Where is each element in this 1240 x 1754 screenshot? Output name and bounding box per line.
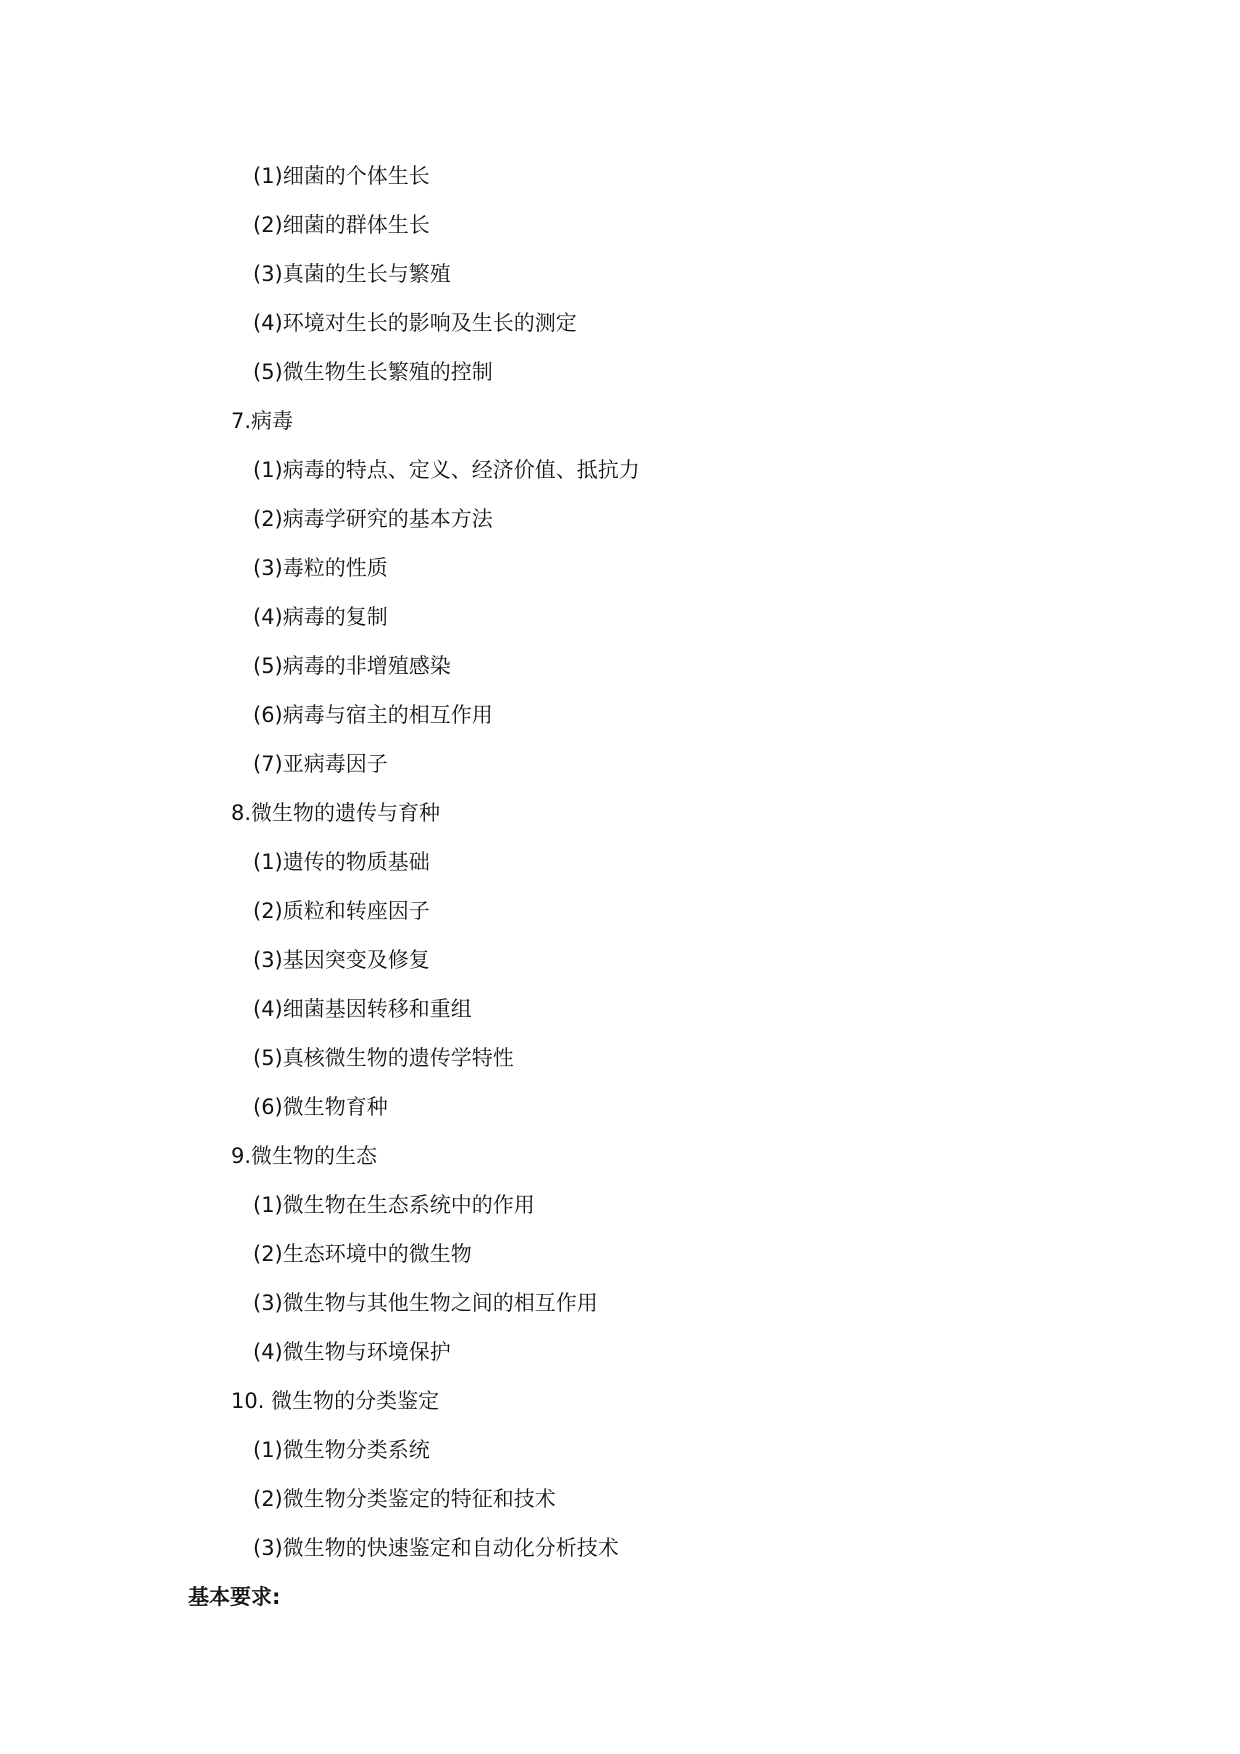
subtopic-item: (5)病毒的非增殖感染 <box>253 654 451 678</box>
subtopic-item: (3)微生物与其他生物之间的相互作用 <box>253 1291 598 1315</box>
chapter-heading: 10. 微生物的分类鉴定 <box>231 1389 440 1413</box>
subtopic-item: (4)环境对生长的影响及生长的测定 <box>253 311 577 335</box>
subtopic-item: (5)真核微生物的遗传学特性 <box>253 1046 514 1070</box>
subtopic-item: (1)微生物在生态系统中的作用 <box>253 1193 535 1217</box>
subtopic-item: (2)生态环境中的微生物 <box>253 1242 472 1266</box>
subtopic-item: (4)微生物与环境保护 <box>253 1340 451 1364</box>
section-heading: 基本要求: <box>188 1585 281 1609</box>
subtopic-item: (1)病毒的特点、定义、经济价值、抵抗力 <box>253 458 640 482</box>
syllabus-outline <box>0 152 1240 1573</box>
chapter-heading: 9.微生物的生态 <box>231 1144 378 1168</box>
subtopic-item: (1)细菌的个体生长 <box>253 164 430 188</box>
subtopic-item: (6)病毒与宿主的相互作用 <box>253 703 493 727</box>
subtopic-item: (7)亚病毒因子 <box>253 752 388 776</box>
subtopic-item: (3)真菌的生长与繁殖 <box>253 262 451 286</box>
subtopic-item: (6)微生物育种 <box>253 1095 388 1119</box>
chapter-heading: 7.病毒 <box>231 409 294 433</box>
subtopic-item: (2)微生物分类鉴定的特征和技术 <box>253 1487 556 1511</box>
subtopic-item: (2)细菌的群体生长 <box>253 213 430 237</box>
subtopic-item: (3)基因突变及修复 <box>253 948 430 972</box>
subtopic-item: (5)微生物生长繁殖的控制 <box>253 360 493 384</box>
subtopic-item: (4)细菌基因转移和重组 <box>253 997 472 1021</box>
subtopic-item: (1)微生物分类系统 <box>253 1438 430 1462</box>
chapter-heading: 8.微生物的遗传与育种 <box>231 801 441 825</box>
subtopic-item: (1)遗传的物质基础 <box>253 850 430 874</box>
subtopic-item: (2)质粒和转座因子 <box>253 899 430 923</box>
subtopic-item: (3)毒粒的性质 <box>253 556 388 580</box>
subtopic-item: (3)微生物的快速鉴定和自动化分析技术 <box>253 1536 619 1560</box>
subtopic-item: (4)病毒的复制 <box>253 605 388 629</box>
subtopic-item: (2)病毒学研究的基本方法 <box>253 507 493 531</box>
